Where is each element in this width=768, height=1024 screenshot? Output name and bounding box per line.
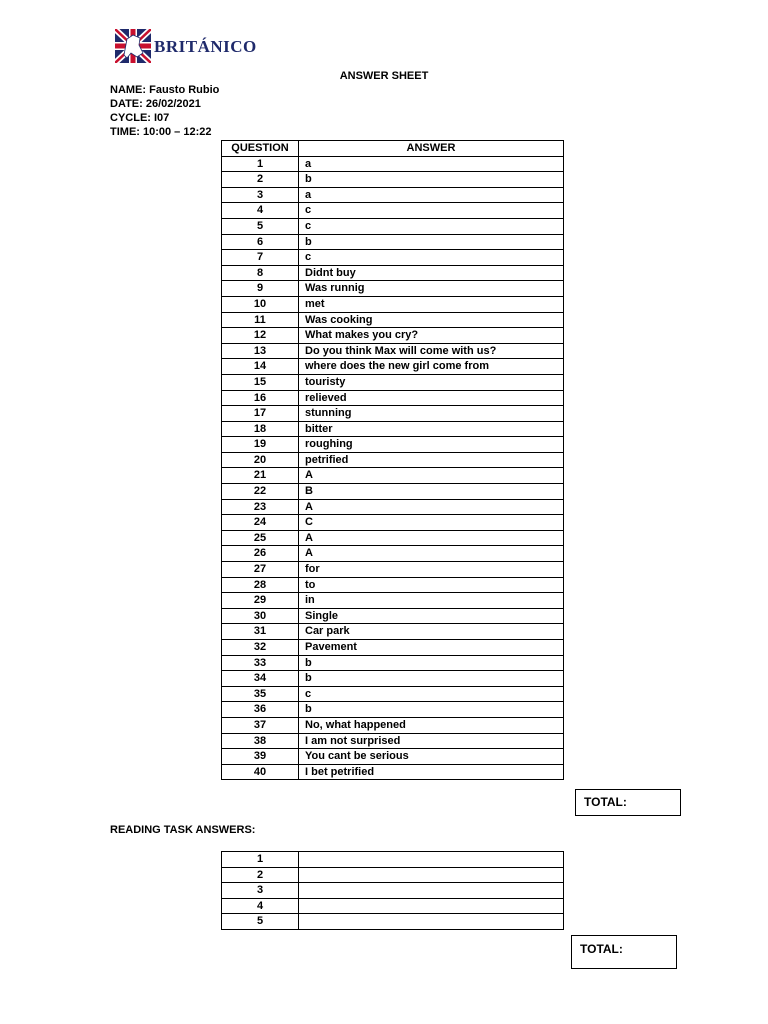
answer-cell: petrified <box>299 452 564 468</box>
table-row <box>222 328 564 344</box>
answer-cell: in <box>299 593 564 609</box>
answer-cell: b <box>299 655 564 671</box>
reading-total-label: TOTAL: <box>580 942 623 956</box>
table-row <box>222 312 564 328</box>
answer-cell: Was cooking <box>299 312 564 328</box>
table-row <box>222 343 564 359</box>
logo-text: BRITÁNICO <box>154 37 257 56</box>
answer-cell: I am not surprised <box>299 733 564 749</box>
table-row <box>222 530 564 546</box>
answer-cell: bitter <box>299 421 564 437</box>
table-row <box>222 265 564 281</box>
question-number: 6 <box>222 234 299 250</box>
question-number: 40 <box>222 764 299 780</box>
answer-cell: b <box>299 234 564 250</box>
exam-date: DATE: 26/02/2021 <box>110 98 201 110</box>
table-row <box>222 867 564 883</box>
table-row <box>222 452 564 468</box>
question-number: 28 <box>222 577 299 593</box>
table-row <box>222 852 564 868</box>
answer-cell: met <box>299 296 564 312</box>
question-number: 25 <box>222 530 299 546</box>
question-number: 24 <box>222 515 299 531</box>
question-number: 29 <box>222 593 299 609</box>
answer-cell: to <box>299 577 564 593</box>
total-box-answers <box>575 789 681 816</box>
answer-column-header: ANSWER <box>299 141 564 157</box>
answer-cell: C <box>299 515 564 531</box>
question-number: 4 <box>222 898 299 914</box>
question-number: 11 <box>222 312 299 328</box>
answer-cell: a <box>299 156 564 172</box>
answer-cell: Pavement <box>299 640 564 656</box>
answer-cell: A <box>299 468 564 484</box>
table-row <box>222 203 564 219</box>
answer-cell: c <box>299 203 564 219</box>
exam-cycle: CYCLE: I07 <box>110 112 170 124</box>
answer-cell: touristy <box>299 374 564 390</box>
answer-cell: No, what happened <box>299 717 564 733</box>
table-row <box>222 577 564 593</box>
answer-cell: A <box>299 546 564 562</box>
question-number: 16 <box>222 390 299 406</box>
question-number: 31 <box>222 624 299 640</box>
table-row <box>222 655 564 671</box>
table-row <box>222 187 564 203</box>
table-row <box>222 499 564 515</box>
question-number: 5 <box>222 218 299 234</box>
table-row <box>222 883 564 899</box>
question-number: 8 <box>222 265 299 281</box>
question-number: 34 <box>222 671 299 687</box>
table-row <box>222 218 564 234</box>
question-number: 2 <box>222 867 299 883</box>
answer-cell: B <box>299 484 564 500</box>
answer-cell: stunning <box>299 406 564 422</box>
table-row <box>222 374 564 390</box>
total-label: TOTAL: <box>584 795 627 809</box>
table-row <box>222 281 564 297</box>
table-row <box>222 624 564 640</box>
flag-lion-icon <box>115 29 151 63</box>
question-number: 19 <box>222 437 299 453</box>
answer-cell: Single <box>299 608 564 624</box>
question-number: 38 <box>222 733 299 749</box>
table-row <box>222 172 564 188</box>
answer-cell: c <box>299 250 564 266</box>
question-number: 36 <box>222 702 299 718</box>
student-name: NAME: Fausto Rubio <box>110 84 220 96</box>
table-row <box>222 593 564 609</box>
question-number: 4 <box>222 203 299 219</box>
table-row <box>222 250 564 266</box>
question-number: 18 <box>222 421 299 437</box>
total-box-reading <box>571 935 677 969</box>
table-row <box>222 717 564 733</box>
answer-cell: c <box>299 218 564 234</box>
page-title: ANSWER SHEET <box>339 70 429 82</box>
answer-cell: roughing <box>299 437 564 453</box>
answer-cell: b <box>299 172 564 188</box>
table-row <box>222 296 564 312</box>
question-number: 26 <box>222 546 299 562</box>
table-row <box>222 562 564 578</box>
question-number: 21 <box>222 468 299 484</box>
question-number: 39 <box>222 749 299 765</box>
answers-header-row <box>222 141 564 157</box>
answer-cell: b <box>299 702 564 718</box>
table-row <box>222 234 564 250</box>
answer-cell: c <box>299 686 564 702</box>
question-number: 3 <box>222 883 299 899</box>
question-number: 10 <box>222 296 299 312</box>
table-row <box>222 515 564 531</box>
table-row <box>222 156 564 172</box>
table-row <box>222 468 564 484</box>
answer-cell: a <box>299 187 564 203</box>
answers-table <box>221 140 564 780</box>
table-row <box>222 390 564 406</box>
table-row <box>222 608 564 624</box>
table-row <box>222 898 564 914</box>
table-row <box>222 640 564 656</box>
question-number: 9 <box>222 281 299 297</box>
table-row <box>222 764 564 780</box>
answer-cell: Didnt buy <box>299 265 564 281</box>
answer-cell: I bet petrified <box>299 764 564 780</box>
answer-cell: where does the new girl come from <box>299 359 564 375</box>
question-number: 22 <box>222 484 299 500</box>
table-row <box>222 359 564 375</box>
table-row <box>222 749 564 765</box>
answer-cell <box>299 883 564 899</box>
britanico-logo <box>115 29 257 65</box>
answer-cell: Was runnig <box>299 281 564 297</box>
answer-cell <box>299 898 564 914</box>
question-number: 5 <box>222 914 299 930</box>
answer-cell: for <box>299 562 564 578</box>
table-row <box>222 437 564 453</box>
table-row <box>222 421 564 437</box>
question-number: 7 <box>222 250 299 266</box>
table-row <box>222 406 564 422</box>
answer-cell <box>299 867 564 883</box>
table-row <box>222 546 564 562</box>
question-number: 13 <box>222 343 299 359</box>
question-number: 3 <box>222 187 299 203</box>
question-number: 30 <box>222 608 299 624</box>
answer-cell: Car park <box>299 624 564 640</box>
question-number: 14 <box>222 359 299 375</box>
question-number: 17 <box>222 406 299 422</box>
question-number: 27 <box>222 562 299 578</box>
answer-cell: You cant be serious <box>299 749 564 765</box>
table-row <box>222 702 564 718</box>
answer-cell: What makes you cry? <box>299 328 564 344</box>
question-number: 2 <box>222 172 299 188</box>
reading-answers-table <box>221 851 564 930</box>
question-number: 32 <box>222 640 299 656</box>
exam-time: TIME: 10:00 – 12:22 <box>110 126 212 138</box>
answer-cell <box>299 914 564 930</box>
table-row <box>222 733 564 749</box>
table-row <box>222 671 564 687</box>
table-row <box>222 484 564 500</box>
question-number: 37 <box>222 717 299 733</box>
question-number: 35 <box>222 686 299 702</box>
question-column-header: QUESTION <box>222 141 299 157</box>
question-number: 33 <box>222 655 299 671</box>
answer-cell: b <box>299 671 564 687</box>
answer-cell: A <box>299 499 564 515</box>
table-row <box>222 686 564 702</box>
reading-task-label: READING TASK ANSWERS: <box>110 824 256 836</box>
question-number: 1 <box>222 852 299 868</box>
question-number: 20 <box>222 452 299 468</box>
table-row <box>222 914 564 930</box>
answer-cell <box>299 852 564 868</box>
question-number: 23 <box>222 499 299 515</box>
answer-cell: Do you think Max will come with us? <box>299 343 564 359</box>
answer-cell: A <box>299 530 564 546</box>
question-number: 1 <box>222 156 299 172</box>
question-number: 12 <box>222 328 299 344</box>
question-number: 15 <box>222 374 299 390</box>
answer-cell: relieved <box>299 390 564 406</box>
